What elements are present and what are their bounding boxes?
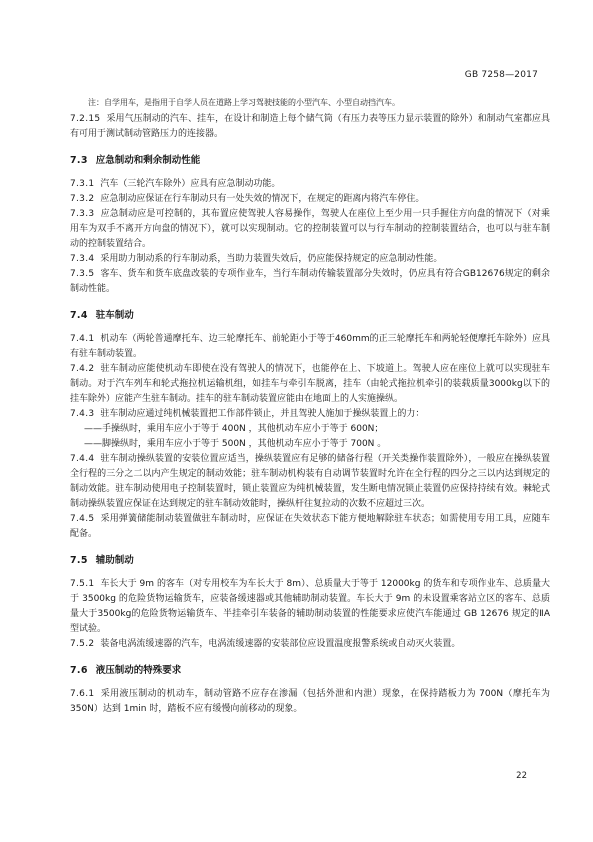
clause-text: 应急制动应是可控制的，其布置应使驾驶人容易操作，驾驶人在座位上至少用一只手握住方向盘的情况下（对乘用车为双手不离开方向盘的情况下），就可以实现制动。它的控制装置可以与行车制动的控制装置结合，也可以与驻车制动的控制装置结合。	[70, 209, 550, 249]
clause-number: 7.3.2	[70, 194, 95, 204]
clause-number: 7.4.5	[70, 514, 95, 524]
clause-text: 驻车制动应通过纯机械装置把工作部件锁止，并且驾驶人施加于操纵装置上的力：	[100, 409, 425, 419]
clause-text: 驻车制动应能使机动车即使在没有驾驶人的情况下，也能停在上、下坡道上。驾驶人应在座位上就可以实现驻车制动。对于汽车列车和轮式拖拉机运输机组，如挂车与牵引车脱离，挂车（由轮式拖拉机牵引的装载质量3000kg以下的挂车除外）应能产生驻车制动。挂车的驻车制动装置应能由在地面上的人实施操纵。	[70, 364, 550, 404]
clause-paragraph	[70, 687, 550, 717]
clause-text: 应急制动应保证在行车制动只有一处失效的情况下，在规定的距离内将汽车停住。	[100, 194, 425, 204]
section-number: 7.3	[70, 155, 88, 166]
clause-paragraph	[70, 252, 550, 267]
clause-paragraph	[70, 362, 550, 407]
document-body	[70, 96, 550, 717]
section-number: 7.4	[70, 310, 88, 321]
clause-text: 采用弹簧储能制动装置做驻车制动时，应保证在失效状态下能方便地解除驻车状态；如需使用专用工具，应随车配备。	[70, 514, 550, 539]
section-title: 驻车制动	[95, 310, 134, 321]
clause-text: 汽车（三轮汽车除外）应具有应急制动功能。	[100, 179, 281, 189]
clause-paragraph	[70, 407, 550, 422]
clause-text: 机动车（两轮普通摩托车、边三轮摩托车、前轮距小于等于460mm的正三轮摩托车和两轮轻便摩托车除外）应具有驻车制动装置。	[70, 334, 550, 359]
clause-text: 采用气压制动的汽车、挂车，在设计和制造上每个储气筒（有压力表等压力显示装置的除外）和制动气室都应具有可用于测试制动管路压力的连接器。	[70, 114, 550, 139]
clause-paragraph	[70, 177, 550, 192]
clause-number: 7.4.2	[70, 364, 95, 374]
page-number: 22	[516, 771, 527, 781]
clause-text: 采用助力制动系的行车制动系，当助力装置失效后，仍应能保持规定的应急制动性能。	[100, 254, 443, 264]
clause-paragraph	[70, 637, 550, 652]
clause-paragraph	[70, 512, 550, 542]
clause-paragraph	[70, 112, 550, 142]
section-number: 7.5	[70, 555, 88, 566]
clause-text: 客车、货车和货车底盘改装的专项作业车，当行车制动传输装置部分失效时，仍应具有符合GB12676规定的剩余制动性能。	[70, 269, 550, 294]
section-heading	[70, 553, 550, 568]
section-heading	[70, 153, 550, 168]
section-title: 应急制动和剩余制动性能	[95, 155, 201, 166]
clause-number: 7.5.1	[70, 579, 95, 589]
clause-paragraph	[70, 207, 550, 252]
clause-number: 7.6.1	[70, 689, 95, 699]
clause-number: 7.5.2	[70, 639, 95, 649]
clause-number: 7.4.3	[70, 409, 95, 419]
section-heading	[70, 663, 550, 678]
clause-text: 装备电涡流缓速器的汽车，电涡流缓速器的安装部位应设置温度报警系统或自动灭火装置。	[100, 639, 461, 649]
section-number: 7.6	[70, 665, 88, 676]
clause-number: 7.3.3	[70, 209, 95, 219]
clause-paragraph	[70, 267, 550, 297]
note-text: 注：自学用车，是指用于自学人员在道路上学习驾驶技能的小型汽车、小型自动挡汽车。	[88, 98, 400, 107]
dash-list-item: ——脚操纵时，乘用车应小于等于 500N ，其他机动车应小于等于 700N 。	[84, 439, 387, 449]
clause-number: 7.3.5	[70, 269, 95, 279]
clause-paragraph	[70, 192, 550, 207]
clause-paragraph	[70, 577, 550, 637]
clause-paragraph	[70, 332, 550, 362]
clause-number: 7.3.1	[70, 179, 95, 189]
section-title: 辅助制动	[95, 555, 134, 566]
clause-number: 7.3.4	[70, 254, 95, 264]
clause-number: 7.4.4	[70, 454, 95, 464]
clause-paragraph	[70, 452, 550, 512]
section-title: 液压制动的特殊要求	[95, 665, 182, 676]
clause-text: 车长大于 9m 的客车（对专用校车为车长大于 8m）、总质量大于等于 12000kg 的货车和专项作业车、总质量大于 3500kg 的危险货物运输货车，应装备缓速器或其他辅助制动装置。车长大于 9m 的未设置乘客站立区的客车、总质量大于3500kg的危险货物运输货车、半挂牵引车装备的辅助制动装置的性能要求应使汽车能通过 GB 12676 规定的ⅡA 型试验。	[70, 579, 550, 634]
clause-number: 7.2.15	[70, 114, 101, 124]
clause-text: 采用液压制动的机动车，制动管路不应存在渗漏（包括外泄和内泄）现象，在保持踏板力为 700N（摩托车为 350N）达到 1min 时，踏板不应有缓慢向前移动的现象。	[70, 689, 550, 714]
standard-code: GB 7258—2017	[464, 70, 538, 80]
section-heading	[70, 308, 550, 323]
clause-text: 驻车制动操纵装置的安装位置应适当，操纵装置应有足够的储备行程（开关类操作装置除外），一般应在操纵装置全行程的三分之二以内产生规定的制动效能；驻车制动机构装有自动调节装置时允许在全行程的四分之三以内达到规定的制动效能。驻车制动使用电子控制装置时，锁止装置应为纯机械装置，发生断电情况锁止装置仍应保持持续有效。棘轮式制动操纵装置应保证在达到规定的驻车制动效能时，操纵杆往复拉动的次数不应超过三次。	[70, 454, 550, 509]
clause-number: 7.4.1	[70, 334, 95, 344]
dash-list-item: ——手操纵时，乘用车应小于等于 400N ，其他机动车应小于等于 600N；	[84, 424, 384, 434]
